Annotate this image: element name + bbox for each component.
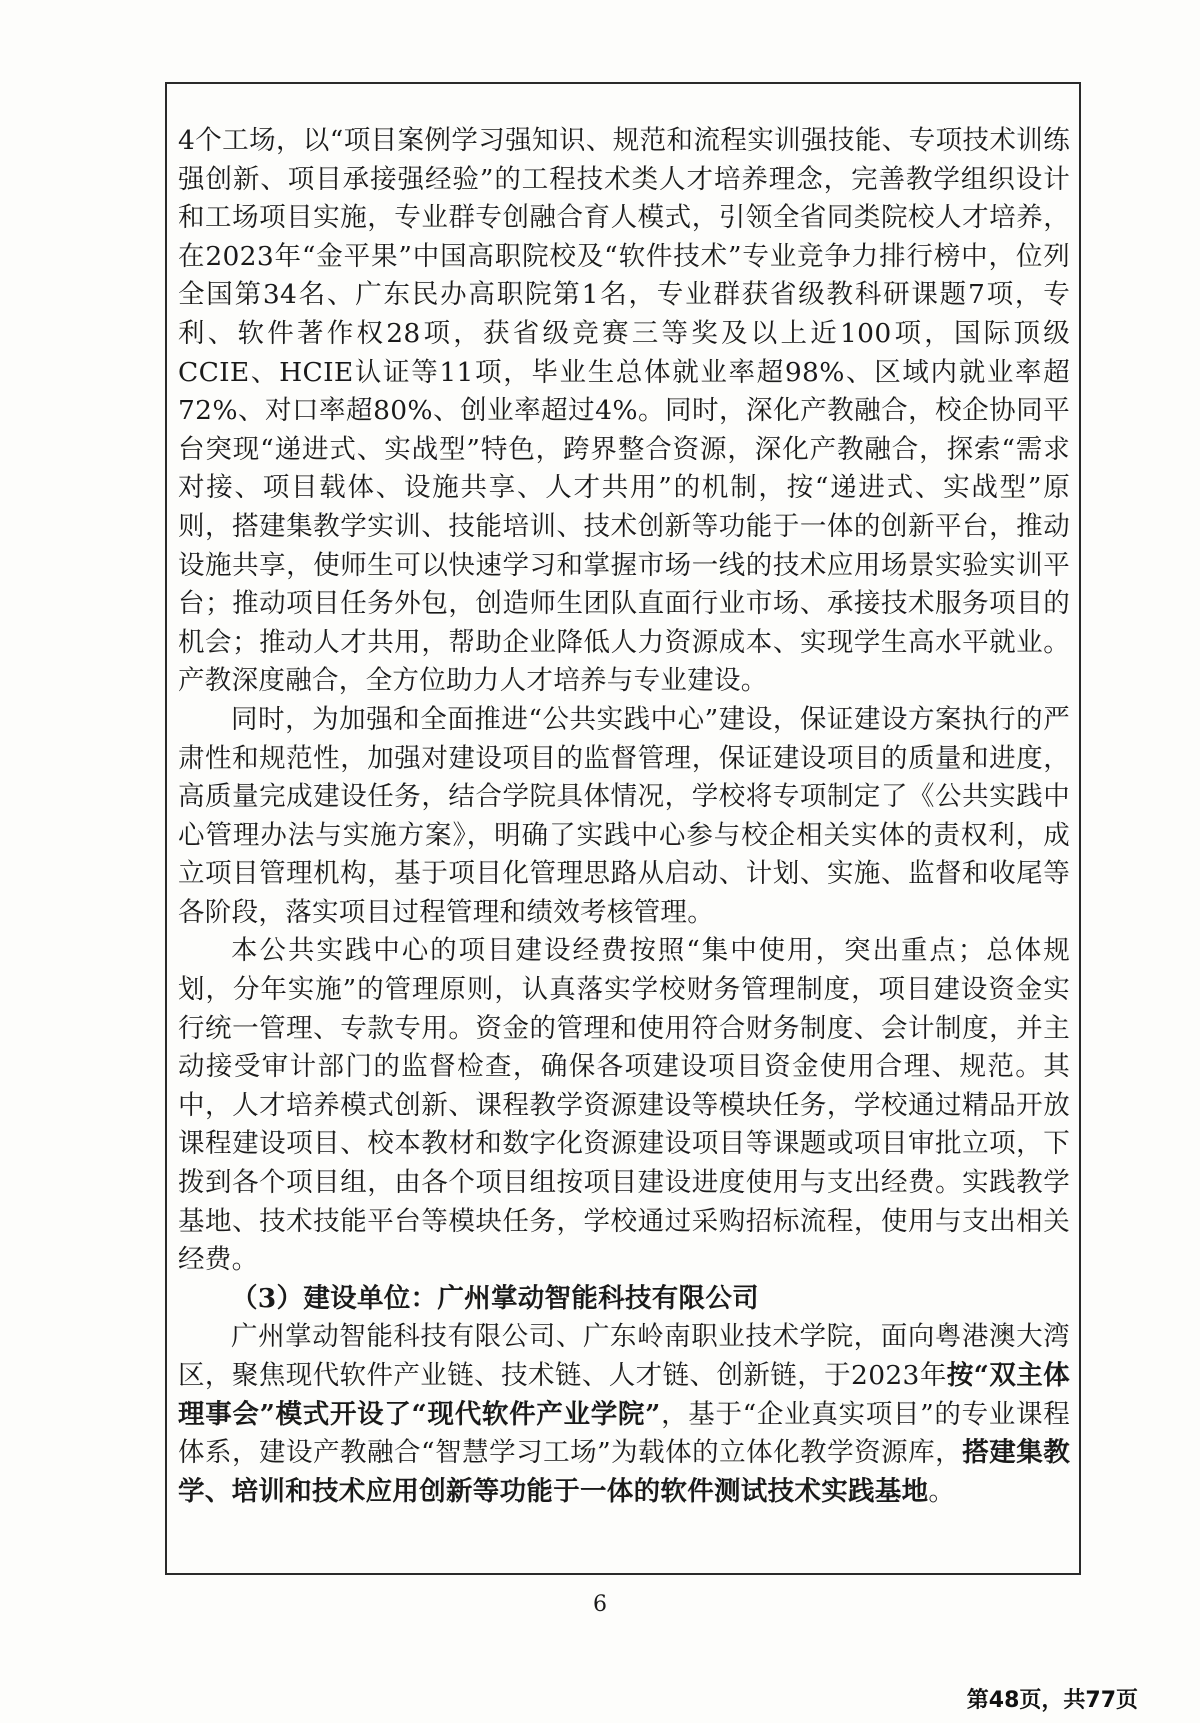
paragraph-funding: 本公共实践中心的项目建设经费按照“集中使用，突出重点；总体规划，分年实施”的管理原则，认真落实学校财务管理制度，项目建设资金实行统一管理、专款专用。资金的管理和使用符合财务制度、会计制度，并主动接受审计部门的监督检查，确保各项建设项目资金使用合理、规范。其中，人才培养模式创新、课程教学资源建设等模块任务，学校通过精品开放课程建设项目、校本教材和数字化资源建设项目等课题或项目审批立项，下拨到各个项目组，由各个项目组按项目建设进度使用与支出经费。实践教学基地、技术技能平台等模块任务，学校通过采购招标流程，使用与支出相关经费。 bbox=[178, 935, 1070, 1276]
paragraph-company bbox=[178, 1318, 1070, 1511]
company-text-a: 广州掌动智能科技有限公司、广东岭南职业技术学院，面向粤港澳大湾区，聚焦现代软件产业链、技术链、人才链、创新链，于2023年 bbox=[178, 1321, 1070, 1391]
paragraph-workshops: 4个工场，以“项目案例学习强知识、规范和流程实训强技能、专项技术训练强创新、项目承接强经验”的工程技术类人才培养理念，完善教学组织设计和工场项目实施，专业群专创融合育人模式，引领全省同类院校人才培养，在2023年“金平果”中国高职院校及“软件技术”专业竞争力排行榜中，位列全国第34名、广东民办高职院第1名，专业群获省级教科研课题7项，专利、软件著作权28项，获省级竞赛三等奖及以上近100项，国际顶级CCIE、HCIE认证等11项，毕业生总体就业率超98%、区域内就业率超72%、对口率超80%、创业率超过4%。同时，深化产教融合，校企协同平台突现“递进式、实战型”特色，跨界整合资源，深化产教融合，探索“需求对接、项目载体、设施共享、人才共用”的机制，按“递进式、实战型”原则，搭建集教学实训、技能培训、技术创新等功能于一体的创新平台，推动设施共享，使师生可以快速学习和掌握市场一线的技术应用场景实验实训平台；推动项目任务外包，创造师生团队直面行业市场、承接技术服务项目的机会；推动人才共用，帮助企业降低人力资源成本、实现学生高水平就业。产教深度融合，全方位助力人才培养与专业建设。 bbox=[178, 125, 1070, 697]
company-text-bold-b: 按“双主体理事会”模式开设了“现代软件产业学院” bbox=[178, 1360, 1070, 1430]
page-number: 6 bbox=[593, 1592, 607, 1617]
document-body bbox=[178, 122, 1070, 1511]
company-text-c: ，基于“企业真实项目”的专业课程体系，建设产教融合“智慧学习工场”为载体的立体化教学资源库， bbox=[178, 1398, 1070, 1469]
company-text-bold-d: 搭建集教学、培训和技术应用创新等功能于一体的软件测试技术实践基地 bbox=[178, 1437, 1070, 1507]
paragraph-management: 同时，为加强和全面推进“公共实践中心”建设，保证建设方案执行的严肃性和规范性，加强对建设项目的监督管理，保证建设项目的质量和进度，高质量完成建设任务，结合学院具体情况，学校将专项制定了《公共实践中心管理办法与实施方案》，明确了实践中心参与校企相关实体的责权利，成立项目管理机构，基于项目化管理思路从启动、计划、实施、监督和收尾等各阶段，落实项目过程管理和绩效考核管理。 bbox=[178, 703, 1070, 928]
section-heading-construction-unit: （3）建设单位：广州掌动智能科技有限公司 bbox=[231, 1282, 759, 1314]
page-counter-footer: 第48页，共77页 bbox=[966, 1688, 1138, 1713]
company-text-e: 。 bbox=[928, 1475, 956, 1507]
